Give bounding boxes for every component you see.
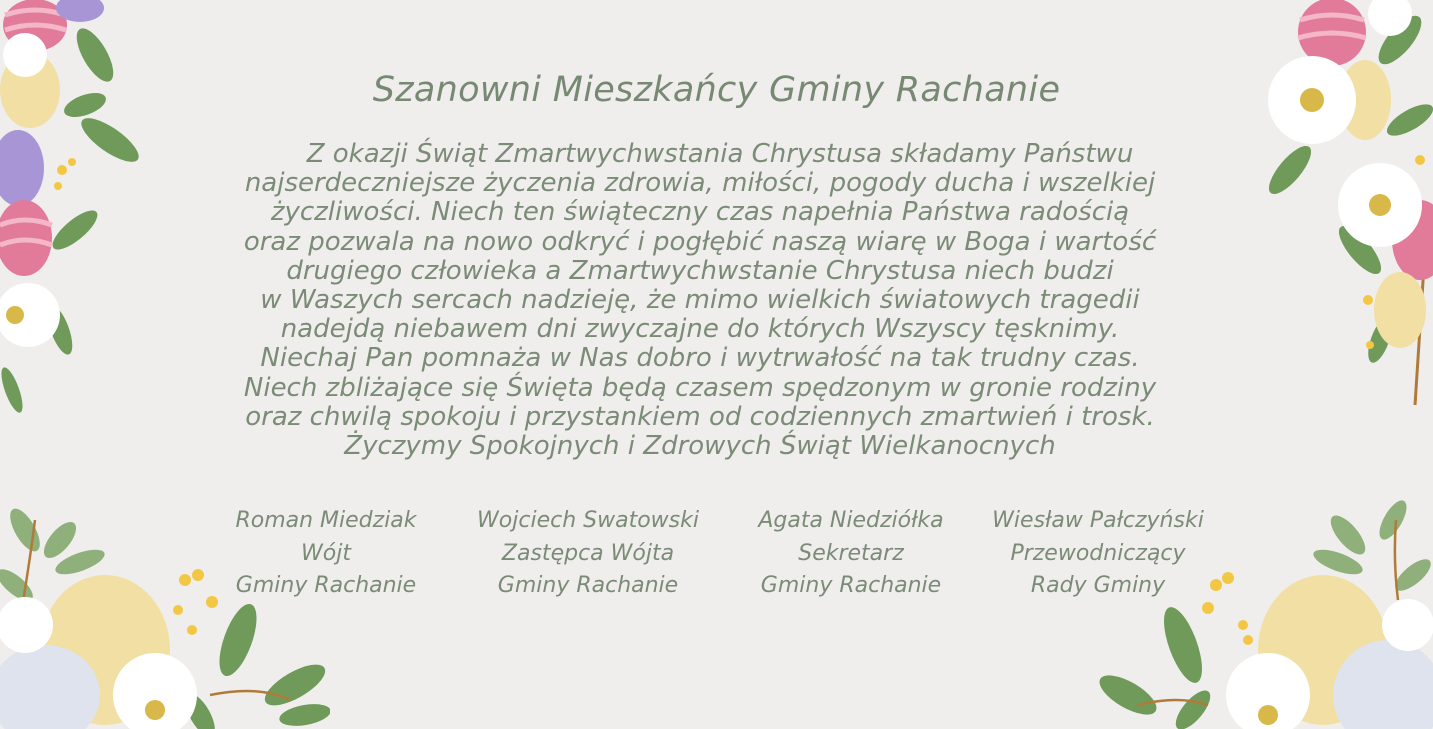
greeting-line: Niech zbliżające się Święta będą czasem spędzonym w gronie rodziny <box>243 372 1157 403</box>
yellow-egg-icon <box>1374 272 1426 348</box>
blue-egg-icon <box>0 645 100 729</box>
greeting-line: nadejdą niebawem dni zwyczajne do których Wszyscy tęsknimy. <box>280 314 1120 345</box>
yellow-egg-icon <box>1258 575 1388 725</box>
greeting-line: w Waszych sercach nadzieję, że mimo wielkich światowych tragedii <box>260 285 1140 316</box>
leaf-icon <box>1262 9 1433 365</box>
signature-name: Wojciech Swatowski <box>477 508 699 533</box>
signature-role: Sekretarz <box>798 540 904 566</box>
pink-egg-icon <box>3 0 67 51</box>
blue-egg-icon <box>1333 640 1433 729</box>
pink-egg-icon <box>1392 200 1433 280</box>
flower-icon <box>1268 0 1422 247</box>
yellow-egg-icon <box>40 575 170 725</box>
purple-egg-icon <box>56 0 104 22</box>
signature-org: Gminy Rachanie <box>760 573 942 598</box>
decoration-top-left <box>0 0 150 420</box>
pink-egg-icon <box>0 200 52 276</box>
signature-role: Wójt <box>301 540 351 566</box>
signature-block <box>196 505 456 603</box>
yellow-blossom-icon <box>54 158 76 190</box>
decoration-top-right <box>1250 0 1433 410</box>
greeting-line: oraz pozwala na nowo odkryć i pogłębić naszą wiarę w Boga i wartość <box>243 226 1157 257</box>
purple-egg-icon <box>0 130 44 206</box>
greeting-line: drugiego człowieka a Zmartwychwstanie Chrystusa niech budzi <box>286 255 1114 286</box>
greeting-line: Życzymy Spokojnych i Zdrowych Świąt Wielkanocnych <box>344 431 1056 462</box>
page-title: Szanowni Mieszkańcy Gminy Rachanie <box>372 70 1061 110</box>
signature-org: Rady Gminy <box>1030 573 1166 598</box>
greeting-line: Z okazji Świąt Zmartwychwstania Chrystusa składamy Państwu <box>306 139 1134 169</box>
signature-org: Gminy Rachanie <box>235 573 417 598</box>
signature-block <box>458 505 718 603</box>
signature-block <box>968 505 1228 603</box>
signature-name: Agata Niedziółka <box>758 508 944 533</box>
pink-egg-icon <box>1298 0 1366 66</box>
signature-name: Roman Miedziak <box>235 508 417 533</box>
flower-icon <box>1226 599 1433 729</box>
greeting-line: życzliwości. Niech ten świąteczny czas napełnia Państwa radością <box>270 197 1130 228</box>
greeting-line: oraz chwilą spokoju i przystankiem od codziennych zmartwień i trosk. <box>245 401 1155 432</box>
greeting-body <box>170 140 1230 461</box>
yellow-blossom-icon <box>1363 155 1425 349</box>
signature-role: Przewodniczący <box>1010 540 1186 566</box>
signature-block <box>721 505 981 603</box>
flower-icon <box>0 597 197 729</box>
greeting-line: Niechaj Pan pomnaża w Nas dobro i wytrwałość na tak trudny czas. <box>260 343 1140 374</box>
signature-org: Gminy Rachanie <box>497 573 679 598</box>
greeting-line: najserdeczniejsze życzenia zdrowia, miłości, pogody ducha i wszelkiej <box>244 168 1156 199</box>
leaf-icon <box>1310 500 1433 596</box>
leaf-icon <box>0 504 108 606</box>
signature-name: Wiesław Pałczyński <box>992 508 1204 533</box>
signature-role: Zastępca Wójta <box>501 540 675 566</box>
